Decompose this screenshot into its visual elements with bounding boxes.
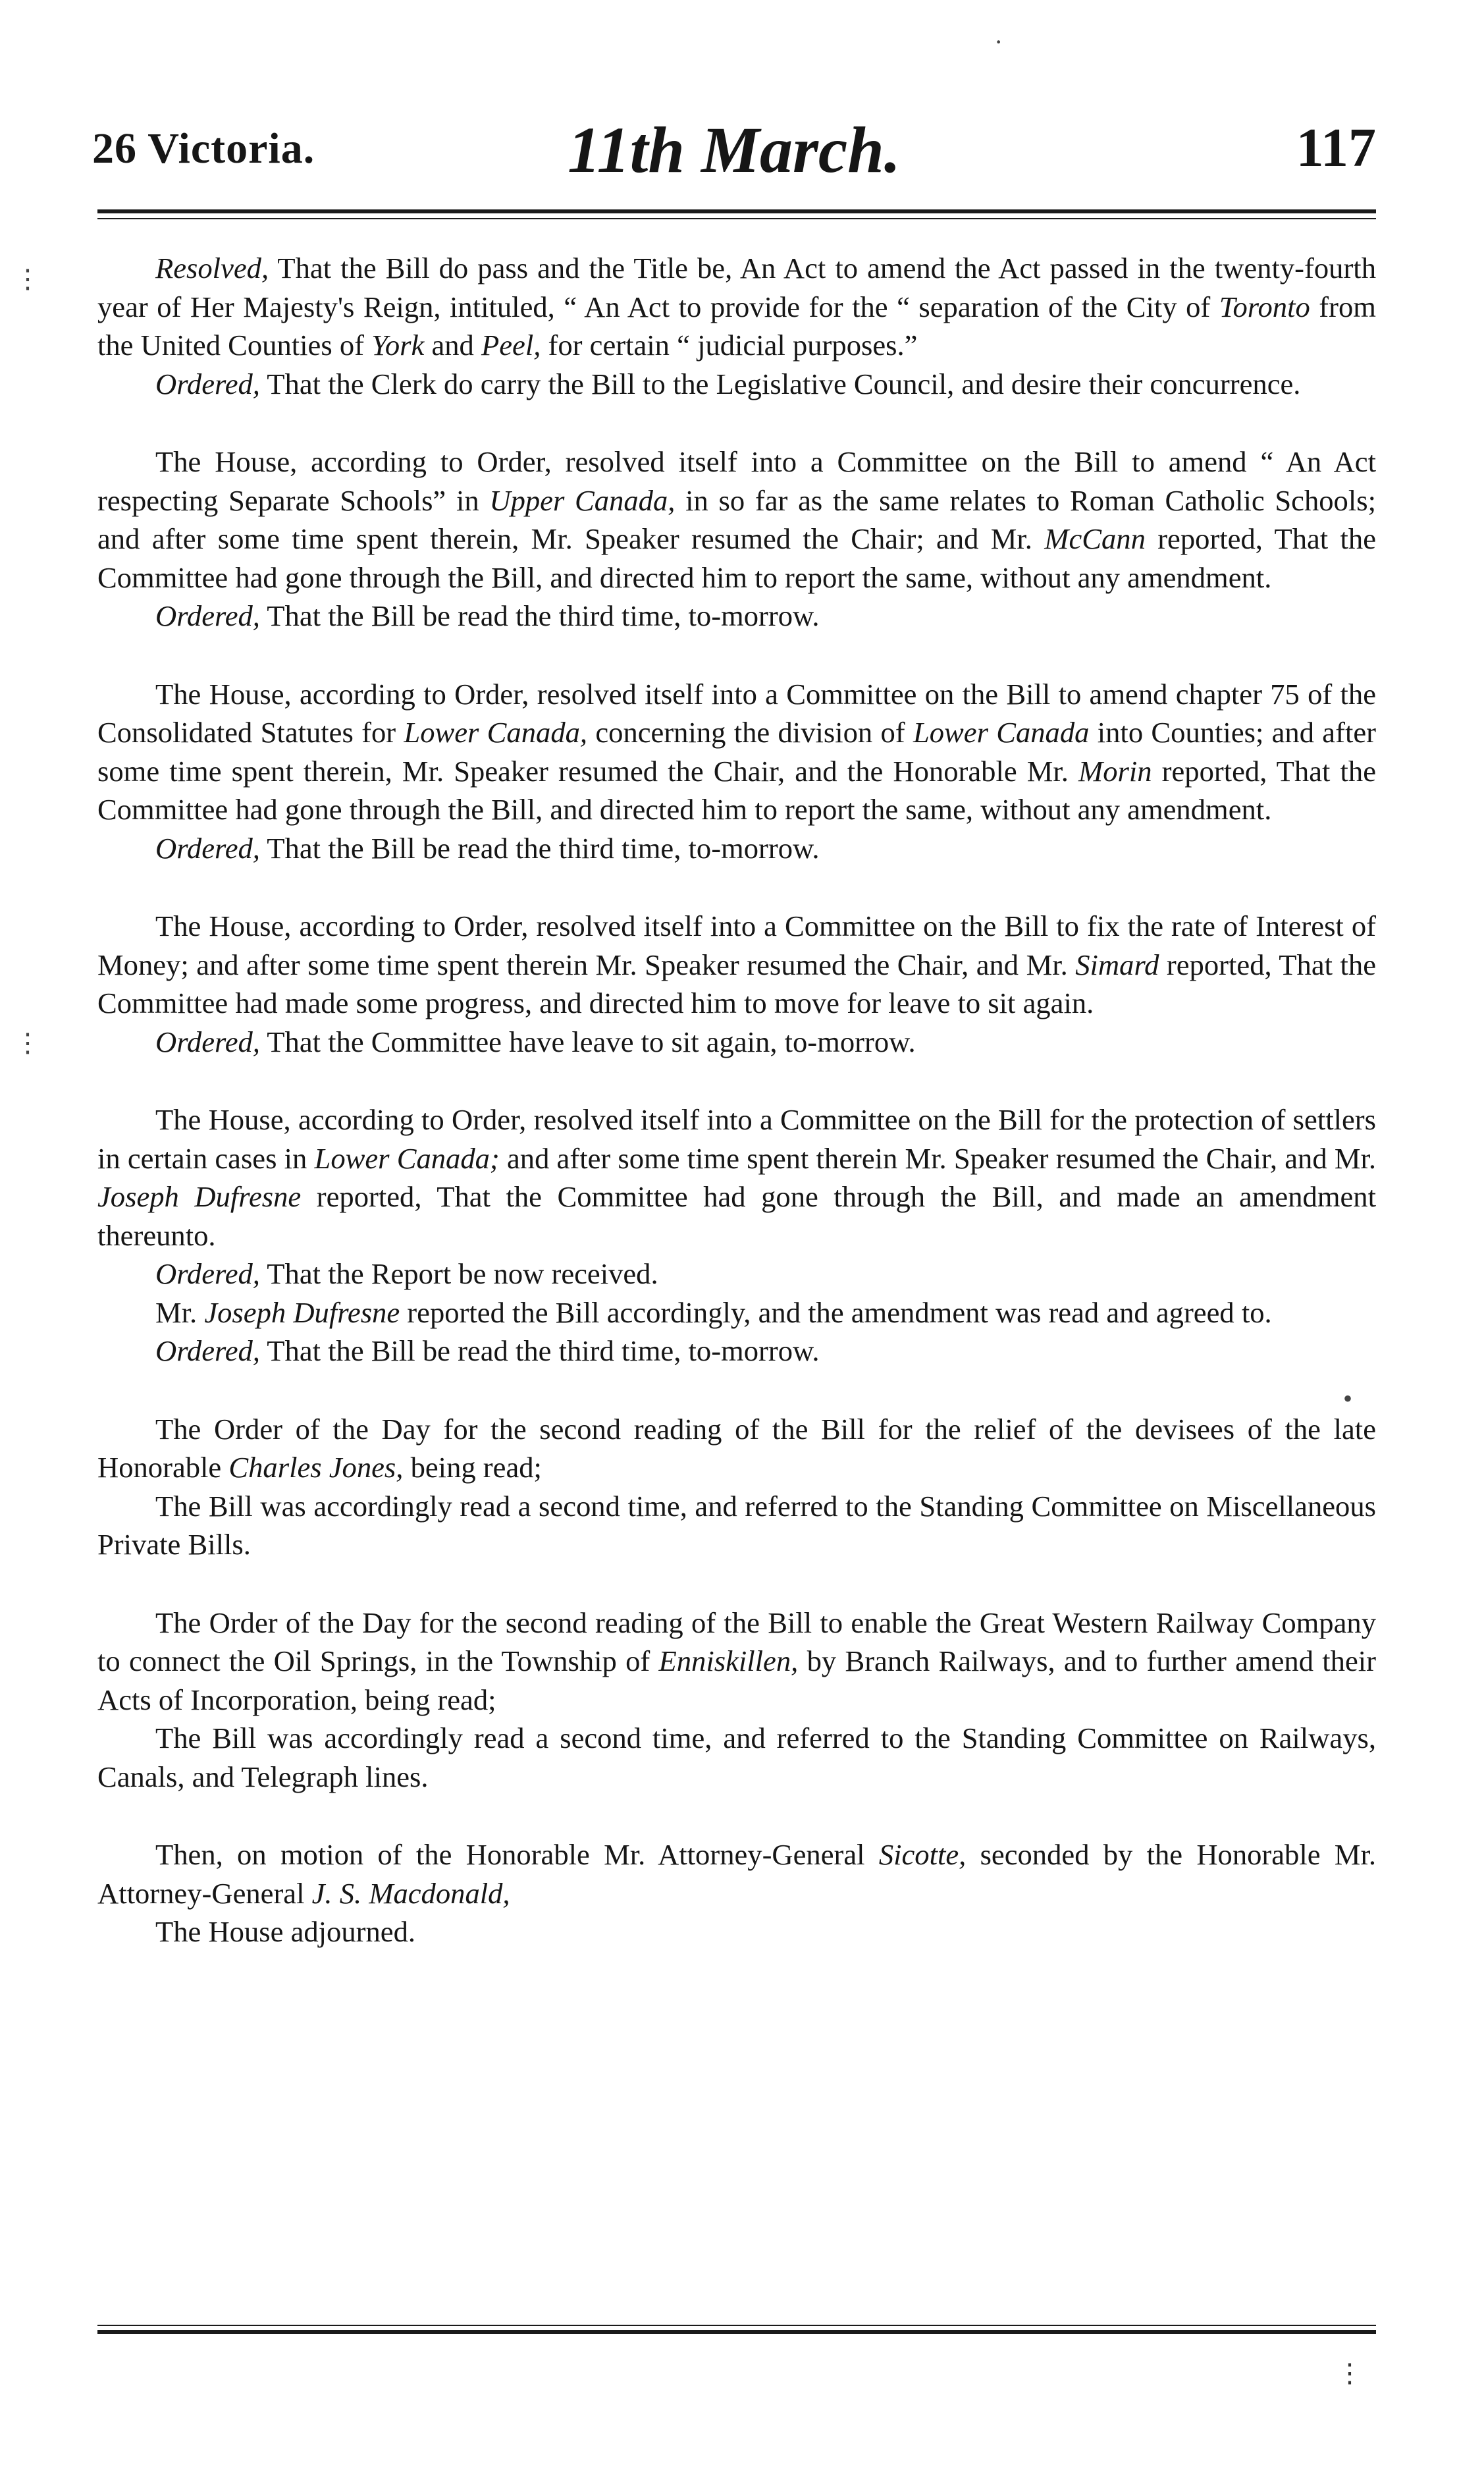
- italic-run: Lower Canada;: [314, 1141, 500, 1175]
- italic-run: Ordered,: [155, 599, 260, 632]
- scan-speck: ⋮: [14, 1028, 41, 1058]
- text-run: That the Bill do pass and the Title be, An Act to amend the Act passed in the twenty-fourth year of Her Majesty's Reign, intituled, “ An Act to provide for the “ separation of the City of: [97, 252, 1376, 323]
- italic-run: J. S. Macdonald,: [311, 1876, 510, 1910]
- text-run: for certain “ judicial purposes.”: [541, 329, 918, 362]
- footer-rule-thick: [97, 2330, 1376, 2334]
- entry-settlers: [97, 1100, 1376, 1370]
- order-paragraph: [97, 829, 1376, 868]
- regnal-year: 26 Victoria.: [92, 124, 315, 173]
- running-header: [92, 112, 1376, 191]
- order-paragraph-2: [97, 1332, 1376, 1370]
- session-date: [92, 112, 1376, 188]
- order-paragraph: [97, 597, 1376, 636]
- text-run: That the Bill be read the third time, to-morrow.: [259, 1334, 820, 1367]
- text-run: from the United Counties of: [97, 290, 1376, 362]
- text-run: and after some time spent therein Mr. Speaker resumed the Chair, and Mr.: [499, 1141, 1377, 1175]
- italic-run: Peel,: [481, 329, 541, 362]
- text-run: concerning the division of: [587, 716, 913, 749]
- italic-run: Ordered,: [155, 1025, 260, 1058]
- order-paragraph: [97, 1023, 1376, 1062]
- text-run: seconded by the Honorable Mr. Attorney-General: [97, 1838, 1376, 1910]
- text-run: and: [424, 329, 481, 362]
- text-run: That the Bill be read the third time, to-morrow.: [259, 831, 820, 865]
- journal-body: [97, 249, 1376, 1951]
- italic-run: Joseph Dufresne: [97, 1180, 302, 1213]
- text-run: The House, according to Order, resolved itself into a Committee on the Bill to fix the rate of Interest of Money; and after some time spent therein Mr. Speaker resumed the Chair, and Mr.: [97, 909, 1376, 981]
- text-run: Then, on motion of the Honorable Mr. Attorney-General: [155, 1838, 879, 1871]
- text-run: The House, according to Order, resolved itself into a Committee on the Bill for the protection of settlers in certain cases in: [97, 1103, 1376, 1175]
- committee-report-paragraph: [97, 907, 1376, 1023]
- italic-run: Ordered,: [155, 831, 260, 865]
- text-run: by Branch Railways, and to further amend their Acts of Incorporation, being read;: [97, 1644, 1376, 1716]
- italic-run: McCann: [1044, 522, 1146, 555]
- text-run: reported, That the Committee had gone through the Bill, and directed him to report the same, without any amendment.: [97, 522, 1376, 594]
- header-rule-thin: [97, 218, 1376, 219]
- entry-interest: [97, 907, 1376, 1061]
- text-run: reported the Bill accordingly, and the amendment was read and agreed to.: [400, 1295, 1272, 1329]
- italic-run: Lower Canada: [913, 716, 1090, 749]
- entry-resolved: [97, 249, 1376, 403]
- italic-run: Upper Canada,: [489, 483, 676, 517]
- text-run: The Order of the Day for the second reading of the Bill for the relief of the devisees of the late Honorable: [97, 1412, 1376, 1484]
- resolution-paragraph: [97, 249, 1376, 365]
- motion-paragraph: [97, 1835, 1376, 1912]
- scan-speck: ·: [994, 27, 1003, 57]
- text-run: being read;: [403, 1451, 542, 1484]
- text-run: That the Clerk do carry the Bill to the Legislative Council, and desire their concurrence.: [259, 367, 1301, 400]
- italic-run: Joseph Dufresne: [204, 1295, 400, 1329]
- italic-run: Charles Jones,: [228, 1451, 404, 1484]
- italic-run: Enniskillen,: [658, 1644, 799, 1677]
- order-of-day-paragraph: [97, 1410, 1376, 1487]
- footer-rule-thin: [97, 2325, 1376, 2326]
- italic-run: Ordered,: [155, 367, 260, 400]
- committee-report-paragraph: [97, 1100, 1376, 1255]
- order-paragraph: [97, 365, 1376, 404]
- text-run: reported, That the Committee had made some progress, and directed him to move for leave to sit again.: [97, 948, 1376, 1019]
- italic-run: Sicotte,: [878, 1838, 967, 1871]
- italic-run: Morin: [1078, 754, 1152, 788]
- header-rule-thick: [97, 209, 1376, 213]
- italic-run: Resolved,: [155, 252, 269, 284]
- italic-run: Ordered,: [155, 1334, 260, 1367]
- committee-report-paragraph: [97, 675, 1376, 829]
- committee-report-paragraph: [97, 443, 1376, 597]
- order-of-day-paragraph: [97, 1604, 1376, 1720]
- session-date-text: 11th March.: [568, 113, 901, 186]
- entry-counties: [97, 675, 1376, 868]
- text-run: The House, according to Order, resolved itself into a Committee on the Bill to amend chapter 75 of the Consolidated Statutes for: [97, 677, 1376, 749]
- order-paragraph: [97, 1255, 1376, 1293]
- italic-run: Simard: [1075, 948, 1159, 981]
- text-run: That the Committee have leave to sit again, to-morrow.: [259, 1025, 916, 1058]
- report-received-paragraph: [97, 1293, 1376, 1332]
- adjournment-paragraph: The House adjourned.: [155, 1915, 416, 1948]
- page-number: 117: [1296, 117, 1376, 178]
- text-run: That the Bill be read the third time, to-morrow.: [259, 599, 820, 632]
- italic-run: Lower Canada,: [404, 716, 588, 749]
- scan-speck: ⋮: [14, 264, 41, 294]
- text-run: reported, That the Committee had gone through the Bill, and directed him to report the same, without any amendment.: [97, 754, 1376, 826]
- italic-run: Ordered,: [155, 1257, 260, 1290]
- text-run: in so far as the same relates to Roman Catholic Schools; and after some time spent therein, Mr. Speaker resumed the Chair; and Mr.: [97, 483, 1376, 555]
- italic-run: York: [371, 329, 425, 362]
- text-run: into Counties; and after some time spent therein, Mr. Speaker resumed the Chair, and the Honorable Mr.: [97, 716, 1376, 788]
- scan-speck: ⋮: [1337, 2358, 1363, 2388]
- text-run: Mr.: [155, 1295, 205, 1329]
- text-run: The House, according to Order, resolved itself into a Committee on the Bill to amend “ An Act respecting Separate Schools” in: [97, 445, 1376, 517]
- second-reading-paragraph: The Bill was accordingly read a second time, and referred to the Standing Committee on Miscellaneous Private Bills.: [97, 1489, 1376, 1561]
- text-run: That the Report be now received.: [259, 1257, 658, 1290]
- entry-separate-schools: [97, 443, 1376, 636]
- entry-adjournment: [97, 1835, 1376, 1951]
- scan-speck: •: [1343, 1384, 1353, 1413]
- text-run: The Order of the Day for the second reading of the Bill to enable the Great Western Railway Company to connect the Oil Springs, in the Township of: [97, 1606, 1376, 1677]
- italic-run: Toronto: [1219, 290, 1310, 323]
- text-run: reported, That the Committee had gone through the Bill, and made an amendment thereunto.: [97, 1180, 1376, 1252]
- second-reading-paragraph: The Bill was accordingly read a second time, and referred to the Standing Committee on Railways, Canals, and Telegraph lines.: [97, 1721, 1376, 1793]
- entry-charles-jones: [97, 1410, 1376, 1564]
- entry-great-western: [97, 1604, 1376, 1797]
